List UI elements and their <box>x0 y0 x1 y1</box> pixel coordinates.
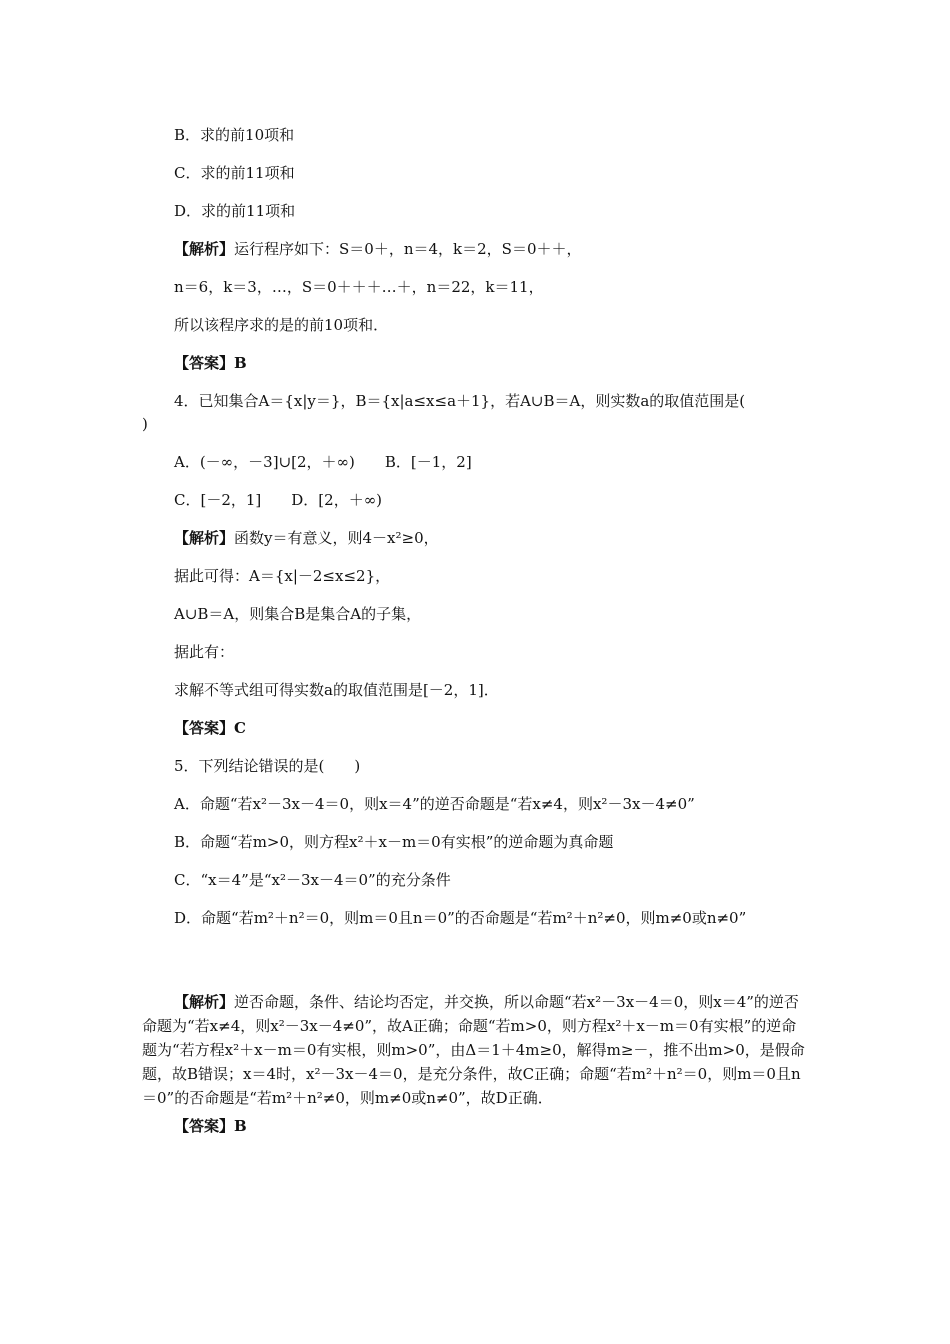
q4-answer: 【答案】C <box>174 719 246 737</box>
analysis-tag: 【解析】 <box>174 240 235 258</box>
q3-option-b: B．求的前10项和 <box>174 126 295 144</box>
q5-analysis-text: 逆否命题，条件、结论均否定，并交换，所以命题“若x²－3x－4＝0，则x＝4”的逆否命题为“若x≠4，则x²－3x－4≠0”，故A正确；命题“若m>0，则方程x²＋x－m＝0有实根”的逆命题为“若方程x²＋x－m＝0有实根，则m>0”，由Δ＝1＋4m≥0，解得m≥－，推不出m>0，是假命题，故B错误；x＝4时，x²－3x－4＝0，是充分条件，故C正确；命题“若m²＋n²＝0，则m＝0且n＝0”的否命题是“若m²＋n²≠0，则m≠0或n≠0”，故D正确． <box>142 993 805 1107</box>
q3-option-d: D．求的前11项和 <box>174 202 296 220</box>
q4-stem-line-2: ) <box>142 415 148 433</box>
q5-stem: 5．下列结论错误的是( ) <box>174 757 361 775</box>
q3-analysis-line-3: 所以该程序求的是的前10项和． <box>174 316 389 334</box>
analysis-tag: 【解析】 <box>174 993 235 1011</box>
q5-analysis <box>142 990 810 1110</box>
q5-option-c: C．“x＝4”是“x²－3x－4＝0”的充分条件 <box>174 871 451 889</box>
q3-analysis-text-1: 运行程序如下：S＝0＋，n＝4，k＝2，S＝0＋＋， <box>234 240 582 258</box>
q4-analysis-line-5: 求解不等式组可得实数a的取值范围是[－2，1]． <box>174 681 499 699</box>
q5-option-b: B．命题“若m>0，则方程x²＋x－m＝0有实根”的逆命题为真命题 <box>174 833 614 851</box>
q4-options-ab: A．(－∞，－3]∪[2，＋∞) B．[－1，2] <box>174 453 472 471</box>
q3-answer: 【答案】B <box>174 354 247 372</box>
q3-option-c: C．求的前11项和 <box>174 164 295 182</box>
q5-option-a: A．命题“若x²－3x－4＝0，则x＝4”的逆否命题是“若x≠4，则x²－3x－4≠0” <box>174 795 695 813</box>
q4-options-cd: C．[－2，1] D．[2，＋∞) <box>174 491 383 509</box>
q4-analysis-line-3: A∪B＝A，则集合B是集合A的子集， <box>174 605 422 623</box>
q4-analysis-line-4: 据此有： <box>174 643 235 661</box>
q4-analysis-line-2: 据此可得：A＝{x|－2≤x≤2}， <box>174 567 391 585</box>
q5-option-d: D．命题“若m²＋n²＝0，则m＝0且n＝0”的否命题是“若m²＋n²≠0，则m≠0或n≠0” <box>174 909 747 927</box>
q4-analysis-text-1: 函数y＝有意义，则4－x²≥0， <box>234 529 439 547</box>
q5-answer: 【答案】B <box>174 1117 247 1135</box>
q3-analysis-line-1 <box>174 239 582 259</box>
analysis-tag: 【解析】 <box>174 529 235 547</box>
q4-stem-line-1: 4．已知集合A＝{x|y＝}，B＝{x|a≤x≤a＋1}，若A∪B＝A，则实数a的取值范围是( <box>174 392 746 410</box>
q3-analysis-line-2: n＝6，k＝3，…，S＝0＋＋＋…＋，n＝22，k＝11， <box>174 278 544 296</box>
q4-analysis-line-1 <box>174 528 439 548</box>
